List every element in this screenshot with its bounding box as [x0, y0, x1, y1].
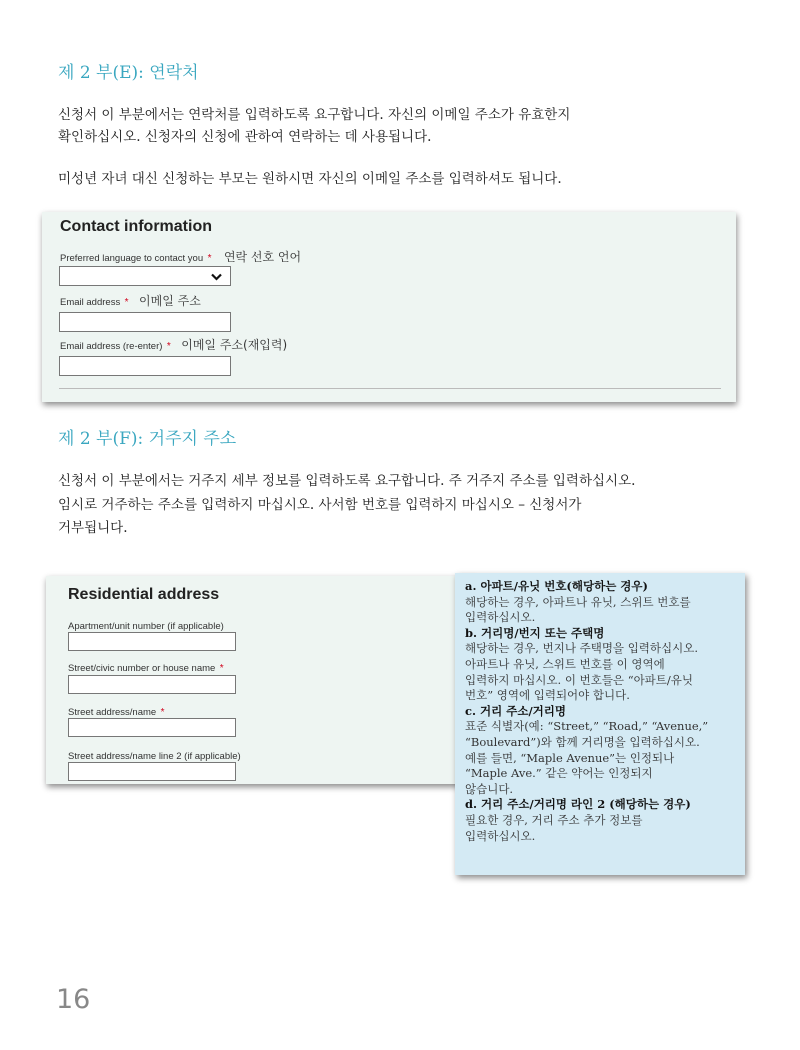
note-line: 필요한 경우, 거리 주소 추가 정보를 — [465, 812, 643, 827]
street-address-input[interactable] — [68, 718, 236, 737]
note-line: 해당하는 경우, 번지나 주택명을 입력하십시오. — [465, 641, 699, 656]
note-item-title: c. 거리 주소/거리명 — [465, 703, 566, 718]
page-number: 16 — [56, 984, 91, 1015]
email-field[interactable] — [59, 312, 231, 332]
required-mark: * — [219, 663, 224, 674]
note-line: 표준 식별자(예: “Street,” “Road,” “Avenue,” — [465, 719, 709, 734]
note-item-title: a. 아파트/유닛 번호(해당하는 경우) — [465, 579, 648, 593]
apartment-unit-input[interactable] — [68, 632, 236, 651]
email-reenter-field[interactable] — [59, 356, 231, 376]
note-line: 않습니다. — [465, 781, 514, 796]
residential-form-title: Residential address — [68, 586, 220, 603]
section-f-heading: 제 2 부(F): 거주지 주소 — [58, 429, 237, 449]
section-f-paragraph-line: 신청서 이 부분에서는 거주지 세부 정보를 입력하도록 요구합니다. 주 거주지 주소를 입력하십시오. — [58, 473, 636, 489]
note-line: 번호” 영역에 입력되어야 합니다. — [465, 688, 630, 703]
note-lines — [465, 579, 735, 844]
contact-form-screenshot — [42, 212, 736, 402]
field-label: Street address/name line 2 (if applicable) — [68, 751, 241, 762]
note-line: 입력하지 마십시오. 이 번호들은 “아파트/유닛 — [465, 672, 693, 687]
note-line: 예를 들면, “Maple Avenue”는 인정되나 — [465, 750, 675, 765]
note-item-title: b. 거리명/번지 또는 주택명 — [465, 625, 605, 640]
section-e-heading: 제 2 부(E): 연락처 — [58, 63, 199, 83]
note-line: “Boulevard”)와 함께 거리명을 입력하십시오. — [465, 734, 700, 749]
note-line: 입력하십시오. — [465, 828, 536, 843]
field-label: Street/civic number or house name — [68, 663, 216, 674]
required-mark: * — [160, 707, 165, 718]
note-line: “Maple Ave.” 같은 약어는 인정되지 — [465, 766, 653, 781]
chevron-down-icon — [211, 273, 222, 281]
field-label: Apartment/unit number (if applicable) — [68, 621, 224, 632]
field-label: Email address (re-enter) — [60, 341, 163, 352]
email-reenter-field-label — [60, 336, 287, 354]
note-item-title: d. 거리 주소/거리명 라인 2 (해당하는 경우) — [465, 797, 691, 812]
street-address-line2-input[interactable] — [68, 762, 236, 781]
section-f-paragraph-line: 거부됩니다. — [58, 520, 128, 536]
section-e-paragraph-2: 미성년 자녀 대신 신청하는 부모는 원하시면 자신의 이메일 주소를 입력하셔도 됩니다. — [58, 171, 562, 187]
korean-label: 이메일 주소(재입력) — [181, 338, 288, 352]
note-line: 해당하는 경우, 아파트나 유닛, 스위트 번호를 — [465, 594, 691, 609]
field-label: Email address — [60, 297, 121, 308]
preferred-language-select[interactable] — [59, 266, 231, 286]
email-field-label — [60, 292, 201, 310]
residential-form-screenshot — [46, 576, 476, 784]
note-line: 입력하십시오. — [465, 610, 536, 625]
civic-number-field-label — [68, 658, 224, 676]
section-e-paragraph-line: 확인하십시오. 신청자의 신청에 관하여 연락하는 데 사용됩니다. — [58, 129, 432, 145]
required-mark: * — [207, 253, 212, 264]
contact-form-title: Contact information — [60, 218, 212, 235]
korean-label: 연락 선호 언어 — [223, 250, 302, 264]
note-line: 아파트나 유닛, 스위트 번호를 이 영역에 — [465, 656, 665, 671]
language-field-label — [60, 248, 301, 266]
required-mark: * — [124, 297, 129, 308]
required-mark: * — [166, 341, 171, 352]
address-help-note — [455, 573, 745, 875]
section-f-paragraph-line: 임시로 거주하는 주소를 입력하지 마십시오. 사서함 번호를 입력하지 마십시오 – 신청서가 — [58, 497, 582, 513]
form-divider — [59, 388, 721, 389]
korean-label: 이메일 주소 — [139, 294, 201, 308]
section-e-paragraph-line: 신청서 이 부분에서는 연락처를 입력하도록 요구합니다. 자신의 이메일 주소가 유효한지 — [58, 107, 571, 123]
street-civic-number-input[interactable] — [68, 675, 236, 694]
field-label: Street address/name — [68, 707, 157, 718]
field-label: Preferred language to contact you — [60, 253, 204, 264]
